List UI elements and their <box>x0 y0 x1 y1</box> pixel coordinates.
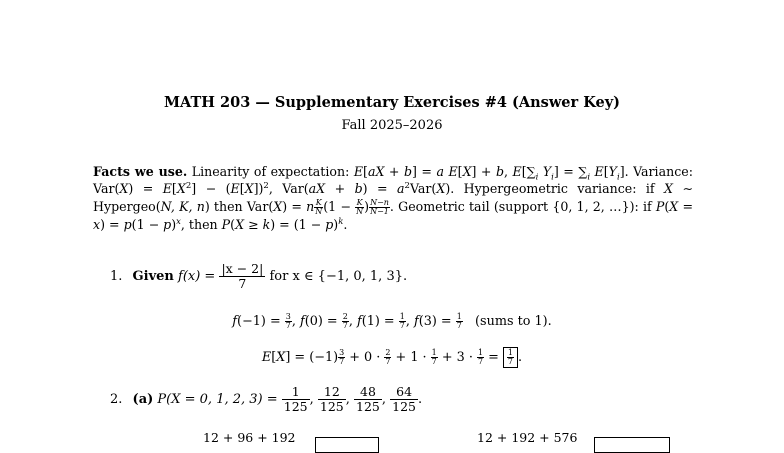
problem-1-answer-box: $\frac{1}{7}$ <box>503 347 518 368</box>
problem-1-expectation: E[X] = (−1) $\frac{3}{7}$ + 0 · $\frac{2}{7}$ + 1 · $\frac{1}{7}$ + 3 · $\frac{1}{7}$ = $\frac{1}{7}$ . <box>261 348 523 366</box>
facts-paragraph: Facts we use. Linearity of expectation: E[aX + b] = a E[X] + b, $E[\sum_i$ $Y_i] = \sum_i$ $E[Y_i]$. Variance: $Var(X) = E[X^2] - (E[X])^2$, $Var(aX + b) = a^2Var(X)$. Hypergeometric variance: if X ∼ Hypergeo(N, K, n) then Var(X) = n $\frac{K}{N}$ (1 − $\frac{K}{N}$ ) $\frac{N-n}{N-1}$ . Geometric tail (support {0, 1, 2, …}): if $P(X = x) = p(1 - p)^x$, then $P(X \ge k) = (1 - p)^k$. <box>93 164 693 232</box>
problem-2: 2. (a) P(X = 0, 1, 2, 3) = $\frac{1}{125}$ , $\frac{12}{125}$ , $\frac{48}{125}$ , $\frac{64}{125}$ . <box>110 384 423 414</box>
problem-1-given: Given <box>132 269 174 284</box>
problem-2-lhs: P(X = 0, 1, 2, 3) = <box>157 392 278 407</box>
problem-1-domain: for x ∈ {−1, 0, 1, 3}. <box>269 269 408 284</box>
document-term: Fall 2025–2026 <box>341 118 443 133</box>
problem-2-number: 2. <box>110 392 123 407</box>
problem-1-denominator: 7 <box>219 276 265 291</box>
problem-2-next-right: 12 + 192 + 576 <box>477 430 578 445</box>
problem-2-next-left: 12 + 96 + 192 <box>203 430 296 445</box>
problem-1-number: 1. <box>110 269 123 284</box>
problem-1 <box>110 262 407 291</box>
problem-1-pmf-values: f(−1) = $\frac{3}{7}$ , f(0) = $\frac{2}{7}$ , f(1) = $\frac{1}{7}$ , f(3) = $\frac{1}{7}$ (sums to 1). <box>232 312 552 330</box>
problem-1-numerator: |x − 2| <box>221 261 264 276</box>
linearity-label: Linearity of expectation: <box>191 164 350 179</box>
problem-1-note: (sums to 1). <box>475 314 552 329</box>
problem-1-fraction <box>219 262 265 291</box>
variance-label: Variance: <box>633 164 693 179</box>
problem-1-fx: f(x) = <box>178 269 216 284</box>
geometric-label: Geometric tail (support <box>398 198 549 214</box>
document-title: MATH 203 — Supplementary Exercises #4 (Answer Key) <box>163 94 621 111</box>
hypergeometric-label: Hypergeometric variance: <box>463 181 637 197</box>
facts-lead: Facts we use. <box>93 164 188 179</box>
problem-2-part: (a) <box>132 392 154 407</box>
problem-2-answer-box-right <box>594 437 670 453</box>
problem-2-answer-box-left <box>315 437 379 453</box>
